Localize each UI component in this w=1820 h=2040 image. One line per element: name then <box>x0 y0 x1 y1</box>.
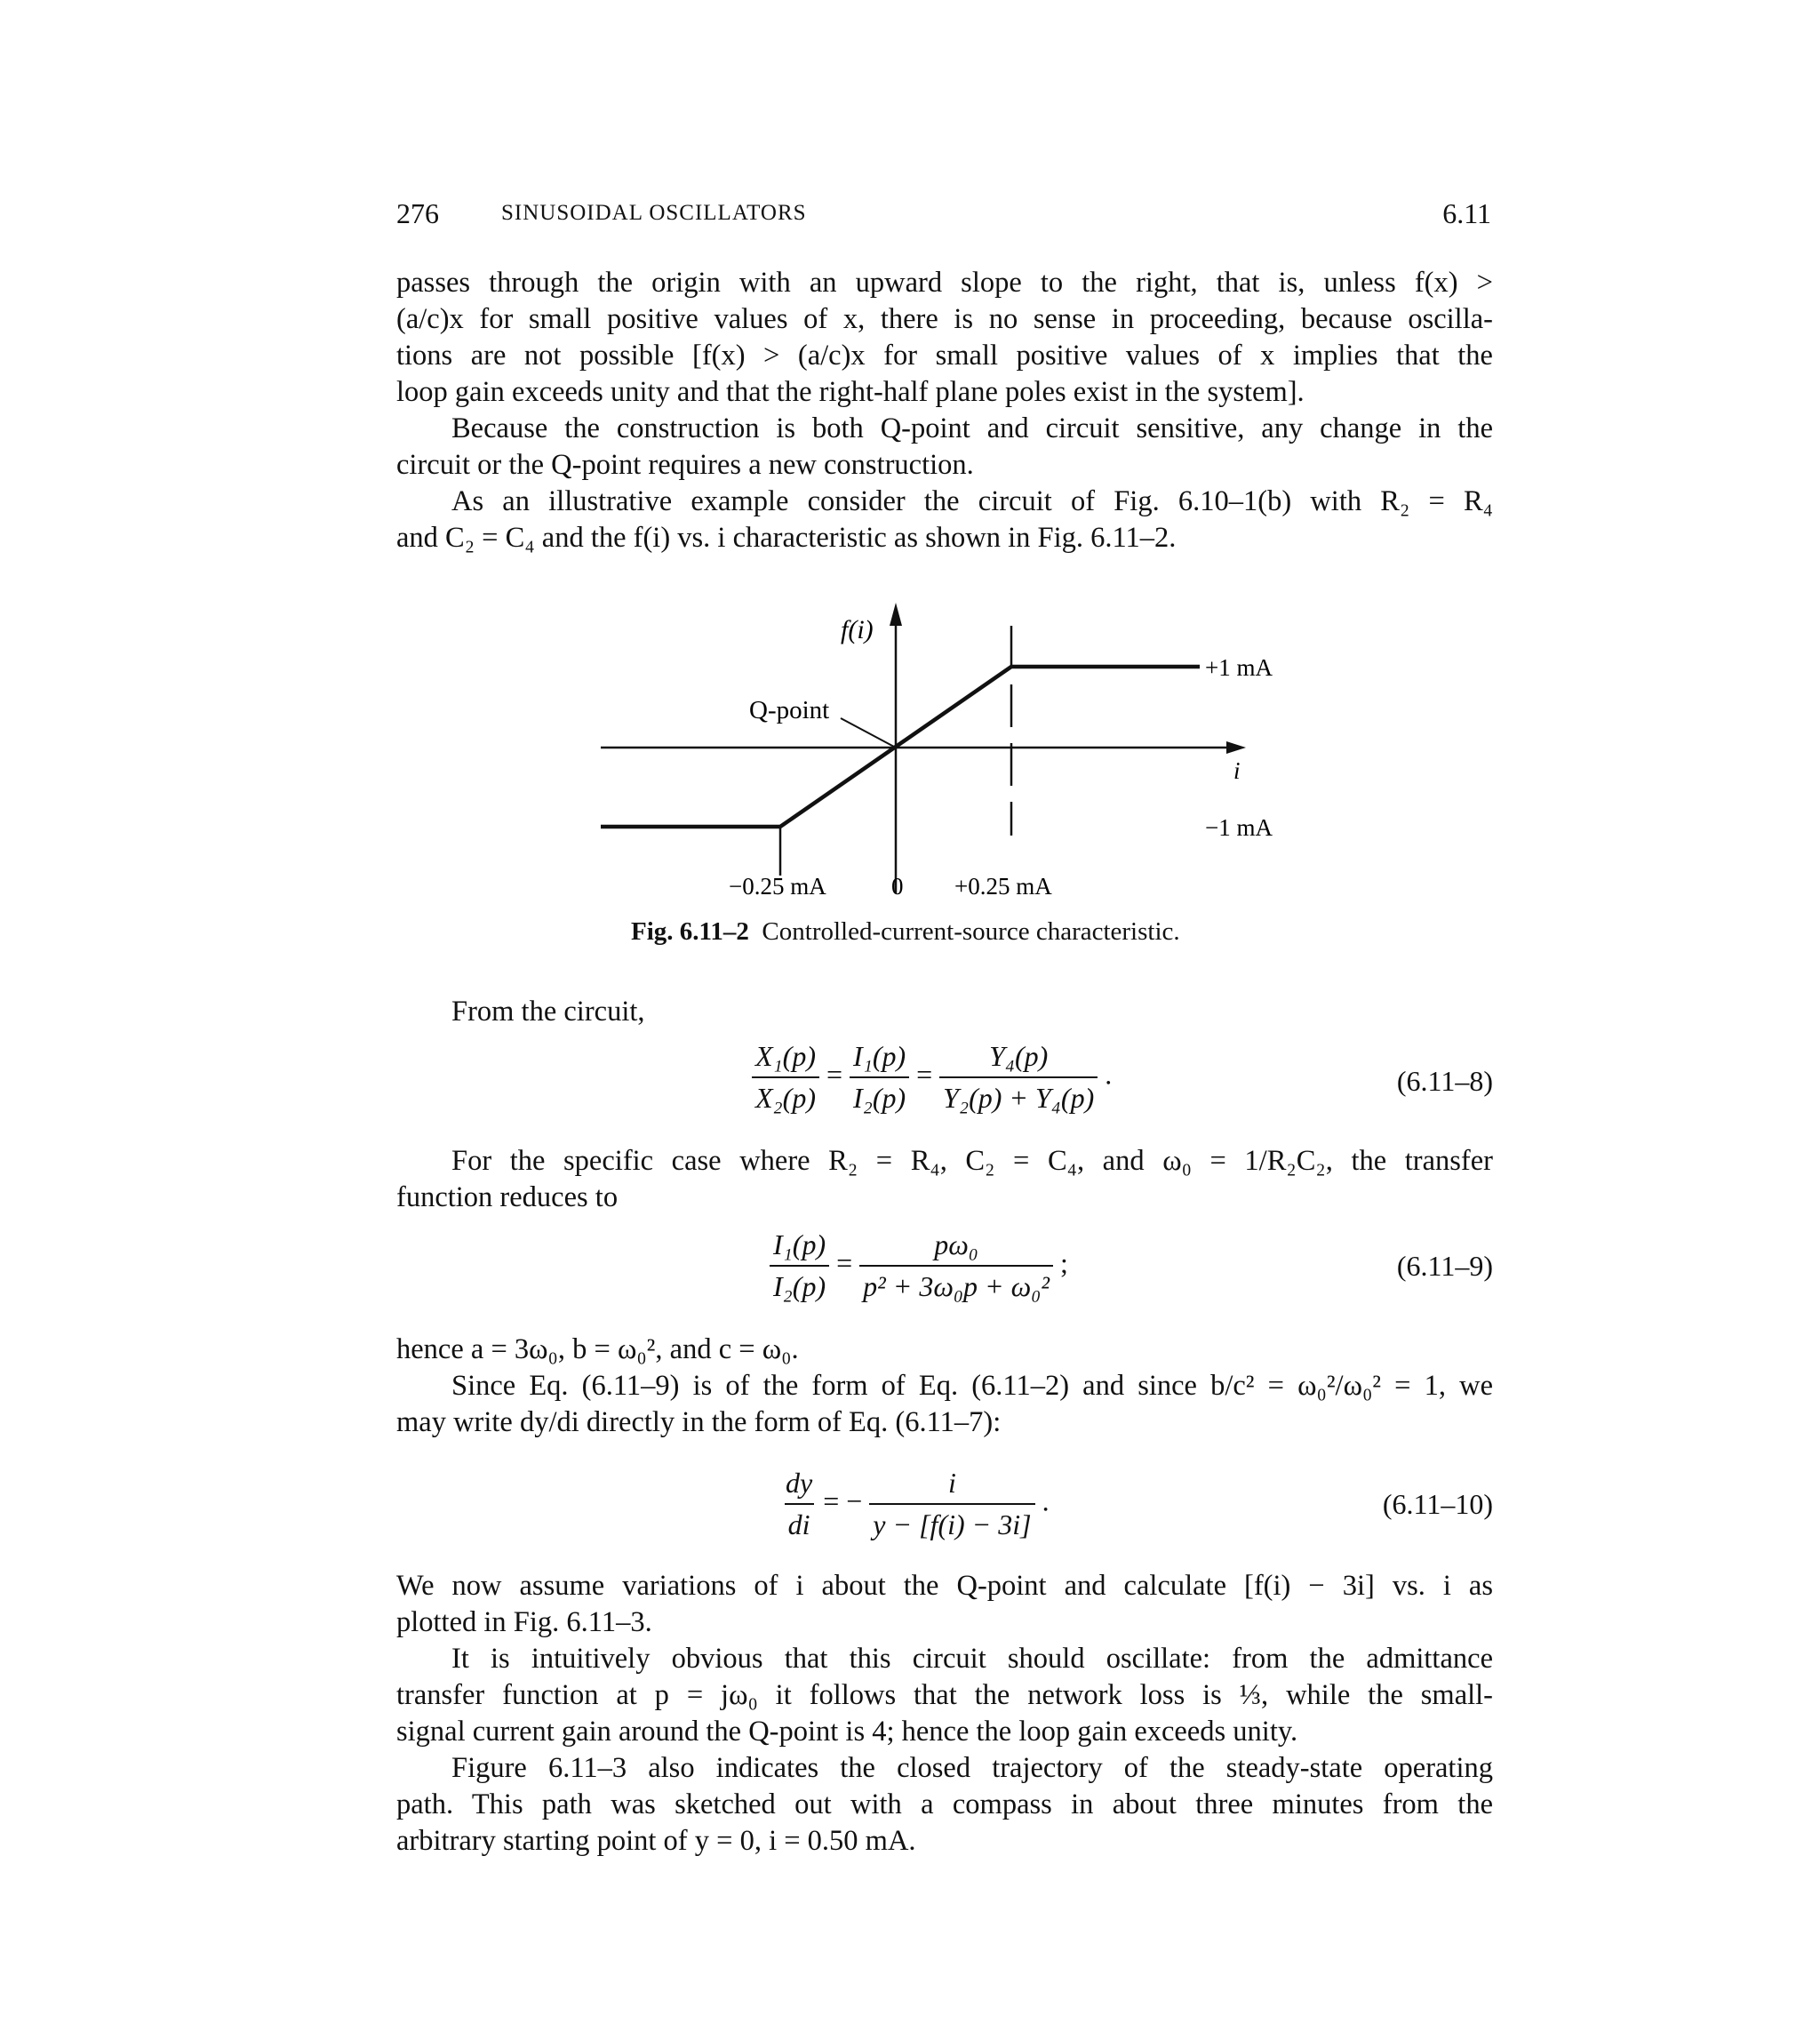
i-axis-arrow-icon <box>1226 741 1246 754</box>
para3-line1: As an illustrative example consider the circuit of Fig. 6.10–1(b) with R₂ = R₄ <box>451 485 1493 517</box>
figure-caption-text: Controlled-current-source characteristic. <box>762 917 1180 946</box>
page-header <box>396 197 1491 236</box>
right-break-label: +0.25 mA <box>954 873 1052 900</box>
para5-line2: may write dy/di directly in the form of Eq. (6.11–7): <box>396 1406 1002 1438</box>
eq9-lhs-fraction <box>770 1228 829 1303</box>
para4-line2: function reduces to <box>396 1181 619 1213</box>
eq9-end: ; <box>1059 1246 1068 1279</box>
eq8-mid-fraction <box>850 1040 909 1115</box>
f-axis-arrow-icon <box>890 603 902 626</box>
para2-line2: circuit or the Q-point requires a new construction. <box>396 449 974 481</box>
para1-line1: passes through the origin with an upward slope to the right, that is, unless f(x) > <box>396 267 1493 299</box>
eq9-rhs-denominator: p² + 3ω₀p + ω₀² <box>859 1265 1053 1303</box>
eq10-lhs-numerator: dy <box>786 1467 813 1499</box>
para6-line2: plotted in Fig. 6.11–3. <box>396 1606 652 1638</box>
upper-level-label: +1 mA <box>1205 654 1273 681</box>
eq8-lhs-denominator: X₂(p) <box>752 1076 819 1115</box>
para7-line3: signal current gain around the Q-point is 4; hence the loop gain exceeds unity. <box>396 1716 1298 1748</box>
eq10-number: (6.11–10) <box>1382 1488 1493 1520</box>
eq10-end: . <box>1042 1484 1050 1517</box>
page-number: 276 <box>396 197 439 229</box>
eq8-lhs-fraction <box>752 1040 819 1115</box>
origin-label: 0 <box>891 873 904 900</box>
equation-6-11-9 <box>770 1228 1068 1303</box>
eq10-rhs-fraction <box>869 1467 1034 1541</box>
eq8-equals-2: = <box>916 1058 933 1091</box>
eq9-lhs-numerator: I₁(p) <box>773 1228 826 1260</box>
lower-level-label: −1 mA <box>1205 814 1273 841</box>
eq8-mid-denominator: I₂(p) <box>850 1076 909 1115</box>
eq8-rhs-denominator: Y₂(p) + Y₄(p) <box>939 1076 1098 1115</box>
eq8-rhs-fraction <box>939 1040 1098 1115</box>
left-break-label: −0.25 mA <box>729 873 826 900</box>
f-axis-label: f(i) <box>841 615 874 644</box>
equation-6-11-8 <box>752 1040 1112 1115</box>
eq9-lhs-denominator: I₂(p) <box>770 1265 829 1303</box>
eq9-number: (6.11–9) <box>1396 1250 1493 1282</box>
hence-line: hence a = 3ω₀, b = ω₀², and c = ω₀. <box>396 1333 799 1365</box>
figure-caption <box>631 917 1180 947</box>
eq10-lhs-denominator: di <box>785 1503 814 1541</box>
eq10-rhs-denominator: y − [f(i) − 3i] <box>869 1503 1034 1541</box>
from-circuit-text: From the circuit, <box>451 996 645 1028</box>
eq8-number: (6.11–8) <box>1396 1065 1493 1097</box>
eq8-equals-1: = <box>826 1058 843 1091</box>
para1-line4: loop gain exceeds unity and that the right-half plane poles exist in the system]. <box>396 376 1305 408</box>
eq10-rhs-numerator: i <box>947 1467 956 1499</box>
para8-line2: path. This path was sketched out with a compass in about three minutes from the <box>396 1788 1493 1820</box>
para1-line2: (a/c)x for small positive values of x, there is no sense in proceeding, because oscilla- <box>396 303 1493 335</box>
para1-line3: tions are not possible [f(x) > (a/c)x for small positive values of x implies that the <box>396 340 1493 372</box>
eq8-mid-numerator: I₁(p) <box>853 1040 906 1072</box>
eq10-equals: = − <box>823 1484 863 1517</box>
eq8-rhs-numerator: Y₄(p) <box>989 1040 1049 1072</box>
eq8-end: . <box>1105 1058 1113 1091</box>
equation-6-11-10 <box>782 1467 1050 1541</box>
para7-line1: It is intuitively obvious that this circuit should oscillate: from the admittance <box>451 1643 1493 1675</box>
para3-line2: and C₂ = C₄ and the f(i) vs. i characteristic as shown in Fig. 6.11–2. <box>396 522 1177 554</box>
section-number: 6.11 <box>1442 197 1491 229</box>
para2-line1: Because the construction is both Q-point and circuit sensitive, any change in the <box>451 412 1493 444</box>
para8-line3: arbitrary starting point of y = 0, i = 0.50 mA. <box>396 1825 916 1857</box>
eq9-equals: = <box>836 1246 853 1279</box>
eq10-lhs-fraction <box>782 1467 816 1541</box>
para8-line1: Figure 6.11–3 also indicates the closed trajectory of the steady-state operating <box>451 1752 1493 1784</box>
para5-line1: Since Eq. (6.11–9) is of the form of Eq. (6.11–2) and since b/c² = ω₀²/ω₀² = 1, we <box>451 1370 1493 1402</box>
q-point-leader <box>841 718 894 747</box>
i-axis-label: i <box>1233 757 1241 784</box>
running-title: SINUSOIDAL OSCILLATORS <box>501 201 807 225</box>
para7-line2: transfer function at p = jω₀ it follows that the network loss is ⅓, while the small- <box>396 1679 1493 1711</box>
para4-line1: For the specific case where R₂ = R₄, C₂ = C₄, and ω₀ = 1/R₂C₂, the transfer <box>451 1145 1493 1177</box>
para6-line1: We now assume variations of i about the Q-point and calculate [f(i) − 3i] vs. i as <box>396 1570 1493 1602</box>
eq8-lhs-numerator: X₁(p) <box>755 1040 816 1072</box>
eq9-rhs-numerator: pω₀ <box>934 1228 978 1260</box>
current-source-characteristic-figure <box>587 596 1315 916</box>
q-point-label: Q-point <box>749 696 830 724</box>
figure-number: Fig. 6.11–2 <box>631 917 749 946</box>
eq9-rhs-fraction <box>859 1228 1053 1303</box>
